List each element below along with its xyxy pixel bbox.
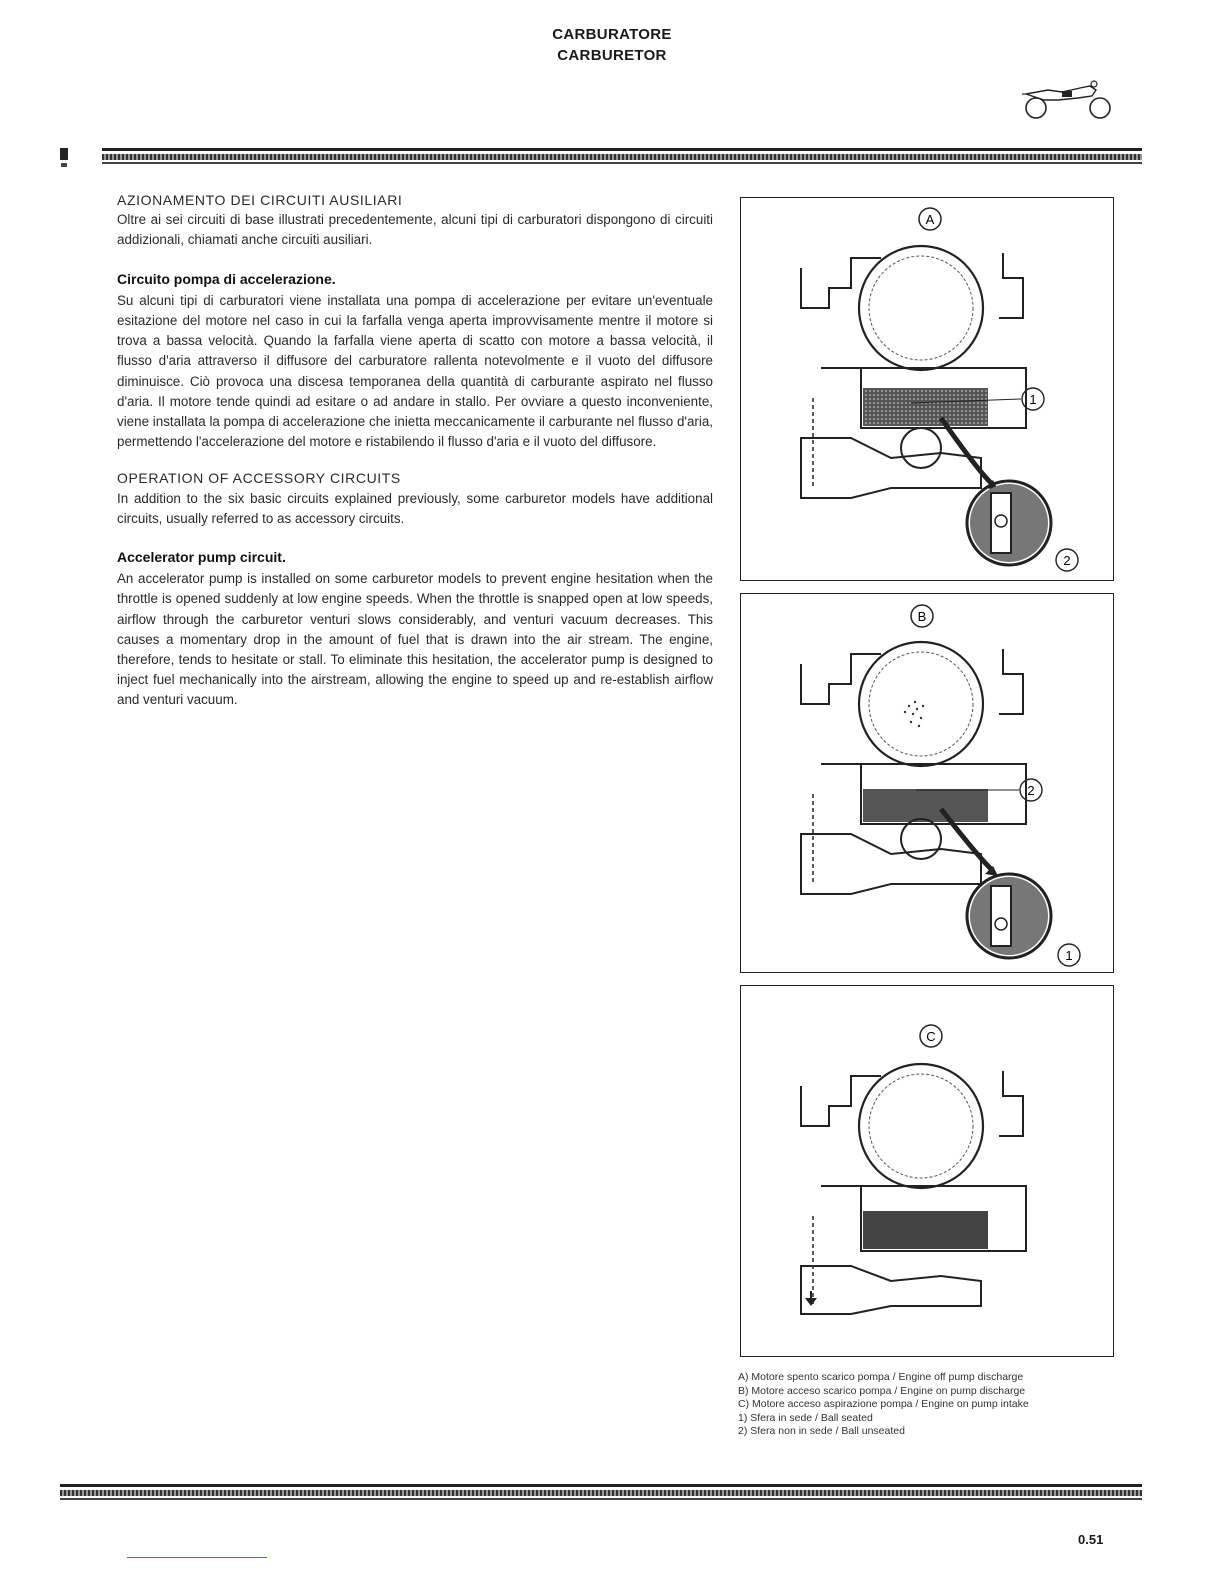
figure-b-callout-main: 2 [1027,783,1035,798]
italian-heading: AZIONAMENTO DEI CIRCUITI AUSILIARI [117,192,403,208]
margin-mark-small [61,163,67,167]
figure-c-label: C [926,1029,936,1044]
top-hatch-band [102,154,1142,160]
english-subheading: Accelerator pump circuit. [117,549,286,566]
margin-mark [60,148,68,160]
english-intro: In addition to the six basic circuits explained previously, some carburetor models have additional circuits, usually referred to as accessory circuits. [117,490,713,526]
page-number: 0.51 [1078,1532,1104,1547]
caption-line: A) Motore spento scarico pompa / Engine off pump discharge [738,1371,1024,1383]
figure-a [740,197,1114,581]
top-rule [102,148,1142,151]
top-rule-lower [102,162,1142,164]
figure-a-callout-main: 1 [1029,392,1037,407]
english-paragraph: An accelerator pump is installed on some carburetor models to prevent engine hesitation when the throttle is opened suddenly at low engine speeds. When the throttle is snapped open at low speeds, airflow through the carburetor venturi slows considerably, and venturi vacuum decreases. This causes a momentary drop in the amount of fuel that is drawn into the air stream. The engine, therefore, tends to hesitate or stall. To eliminate this hesitation, the accelerator pump is designed to inject fuel mechanically into the airstream, allowing the engine to speed up and re-establish airflow and venturi vacuum. [117,571,713,708]
figure-b-label: B [917,609,927,624]
caption-line: 2) Sfera non in sede / Ball unseated [738,1425,905,1438]
body-text-column [117,190,713,711]
italian-intro: Oltre ai sei circuiti di base illustrati precedentemente, alcuni tipi di carburatori dispongono di circuiti addizionali, chiamati anche circuiti ausiliari. [117,212,713,248]
bottom-hatch-band [60,1490,1142,1496]
caption-line: C) Motore acceso aspirazione pompa / Engine on pump intake [738,1398,1029,1411]
bottom-rule [60,1484,1142,1487]
italian-subheading: Circuito pompa di accelerazione. [117,270,336,287]
bottom-rule-lower [60,1498,1142,1500]
caption-line: 1) Sfera in sede / Ball seated [738,1411,873,1424]
figure-caption [738,1371,1118,1439]
page-title-italian: CARBURATORE [552,26,672,43]
english-heading: OPERATION OF ACCESSORY CIRCUITS [117,470,401,487]
caption-line: B) Motore acceso scarico pompa / Engine on pump discharge [738,1384,1026,1397]
figure-a-label: A [925,212,935,227]
link-underline[interactable] [127,1557,267,1558]
page-title-english: CARBURETOR [557,47,667,64]
figure-b-callout-detail: 1 [1065,948,1073,963]
motorcycle-icon [1018,76,1116,122]
figure-a-callout-detail: 2 [1063,553,1071,568]
figure-b [740,593,1114,973]
italian-paragraph: Su alcuni tipi di carburatori viene installata una pompa di accelerazione per evitare un'eventuale esitazione del motore nel caso in cui la farfalla venga aperta improvvisamente mentre il motore si trova a bassa velocità. Quando la farfalla viene aperta di scatto con motore a bassa velocità, il flusso d'aria attraverso il diffusore del carburatore rallenta notevolmente e il vuoto del diffusore diminuisce. Ciò provoca una discesa temporanea della quantità di carburante aspirato nel flusso d'aria. Il motore tende quindi ad esitare o ad andare in stallo. Per ovviare a questo inconveniente, viene installata la pompa di accelerazione che inietta meccanicamente il carburante nel flusso d'aria, permettendo l'accelerazione del motore e ristabilendo il flusso d'aria e il vuoto del diffusore. [117,292,713,450]
figure-c [740,985,1114,1357]
